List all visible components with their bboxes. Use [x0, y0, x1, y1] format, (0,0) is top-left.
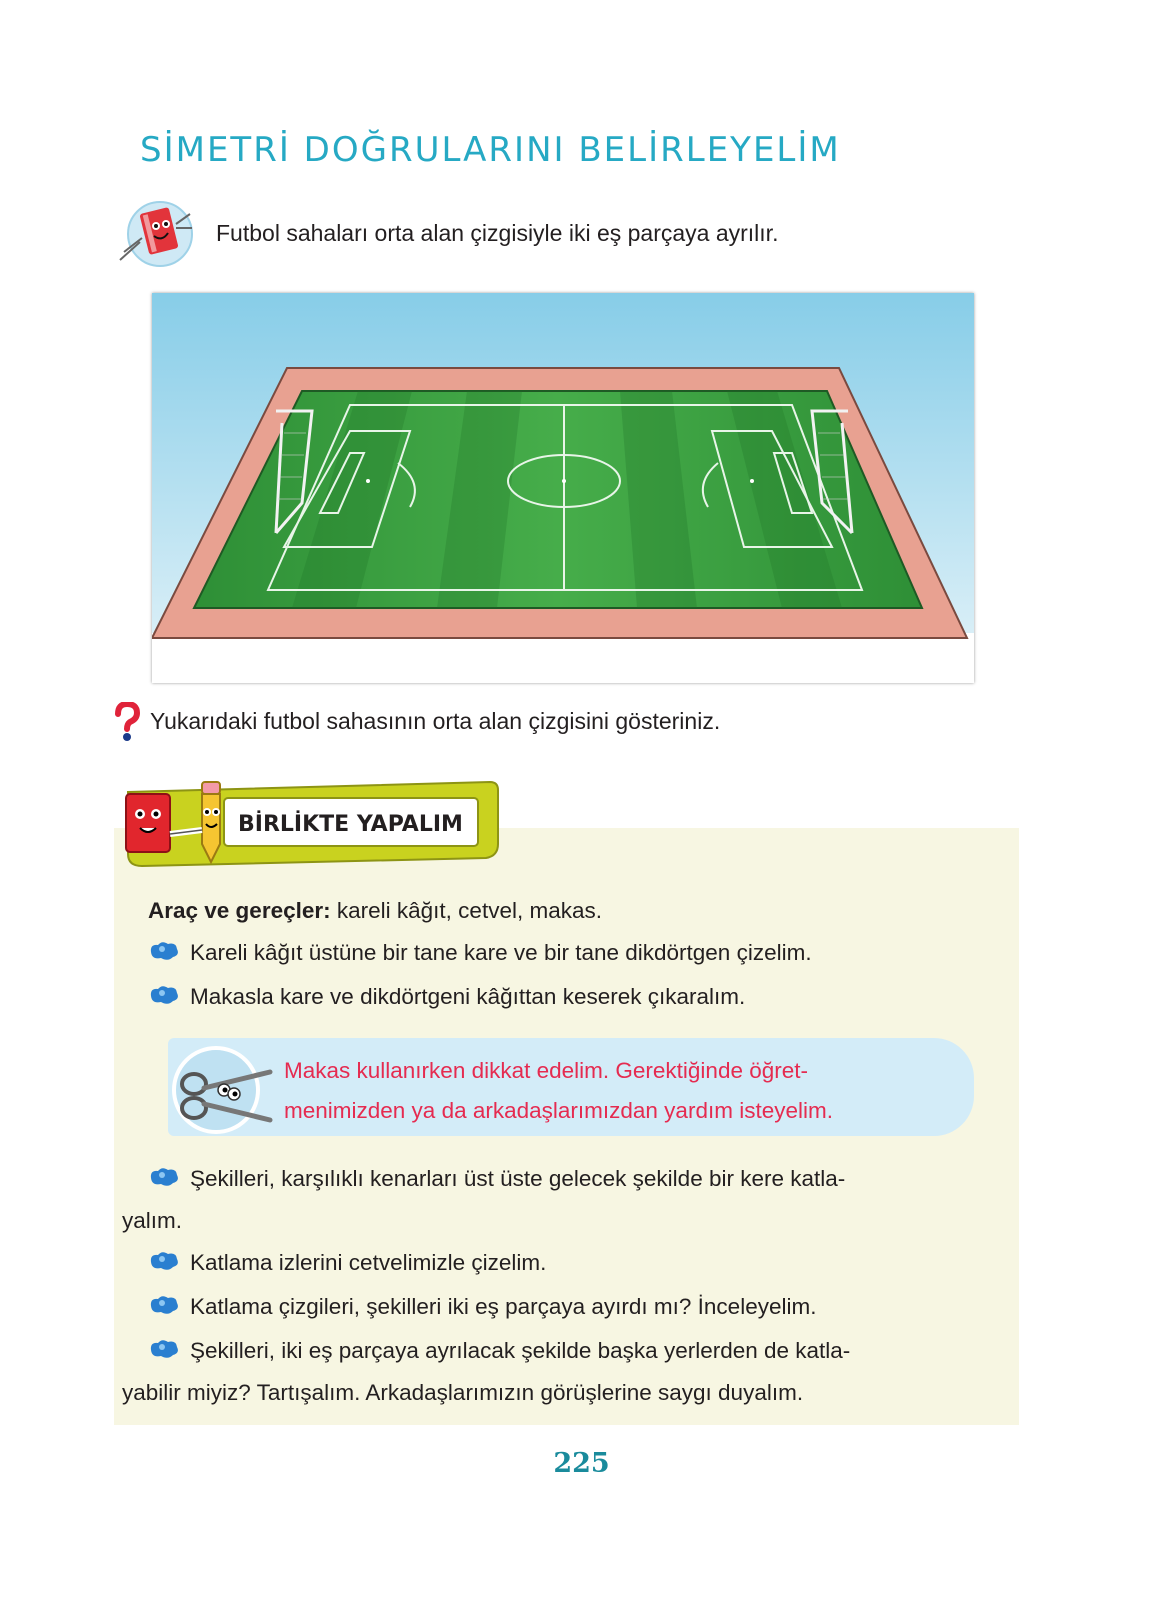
materials-label: Araç ve gereçler: — [148, 898, 331, 923]
list-item — [148, 1294, 816, 1322]
list-item — [148, 1338, 850, 1366]
football-field-illustration — [152, 293, 974, 683]
notebook-mascot-icon — [110, 198, 202, 268]
warning-line-1: Makas kullanırken dikkat edelim. Gerektiğinde öğret- — [284, 1058, 808, 1083]
blue-splash-bullet-icon — [148, 1338, 180, 1366]
activity-banner — [122, 774, 502, 874]
intro-text: Futbol sahaları orta alan çizgisiyle iki eş parçaya ayrılır. — [216, 220, 779, 246]
step-6-text-line-2: yabilir miyiz? Tartışalım. Arkadaşlarımızın görüşlerine saygı duyalım. — [122, 1380, 804, 1405]
step-1-text: Kareli kâğıt üstüne bir tane kare ve bir tane dikdörtgen çizelim. — [190, 940, 812, 965]
page-number: 225 — [553, 1448, 610, 1479]
materials-list: kareli kâğıt, cetvel, makas. — [330, 898, 602, 923]
blue-splash-bullet-icon — [148, 1250, 180, 1278]
list-item — [148, 1250, 546, 1278]
materials-line — [148, 898, 602, 924]
blue-splash-bullet-icon — [148, 1294, 180, 1322]
blue-splash-bullet-icon — [148, 1166, 180, 1194]
list-item — [148, 1166, 845, 1194]
scissors-mascot-icon — [170, 1044, 274, 1139]
question-text: Yukarıdaki futbol sahasının orta alan çizgisini gösteriniz. — [150, 708, 721, 734]
step-6-text-line-1: Şekilleri, iki eş parçaya ayrılacak şekilde başka yerlerden de katla- — [190, 1338, 851, 1363]
step-3-text-line-1: Şekilleri, karşılıklı kenarları üst üste gelecek şekilde bir kere katla- — [190, 1166, 846, 1191]
step-2-text: Makasla kare ve dikdörtgeni kâğıttan keserek çıkaralım. — [190, 984, 746, 1009]
step-5-text: Katlama çizgileri, şekilleri iki eş parçaya ayırdı mı? İnceleyelim. — [190, 1294, 817, 1319]
step-4-text: Katlama izlerini cetvelimizle çizelim. — [190, 1250, 547, 1275]
activity-banner-label: BİRLİKTE YAPALIM — [238, 812, 463, 837]
blue-splash-bullet-icon — [148, 984, 180, 1012]
step-3-text-line-2: yalım. — [122, 1208, 183, 1233]
book-and-pencil-mascots-icon — [122, 774, 232, 879]
list-item — [148, 940, 812, 968]
page-title: SİMETRİ DOĞRULARINI BELİRLEYELİM — [140, 130, 841, 170]
question-mark-icon — [112, 702, 142, 747]
list-item — [148, 984, 745, 1012]
blue-splash-bullet-icon — [148, 940, 180, 968]
warning-line-2: menimizden ya da arkadaşlarımızdan yardım isteyelim. — [284, 1098, 833, 1123]
